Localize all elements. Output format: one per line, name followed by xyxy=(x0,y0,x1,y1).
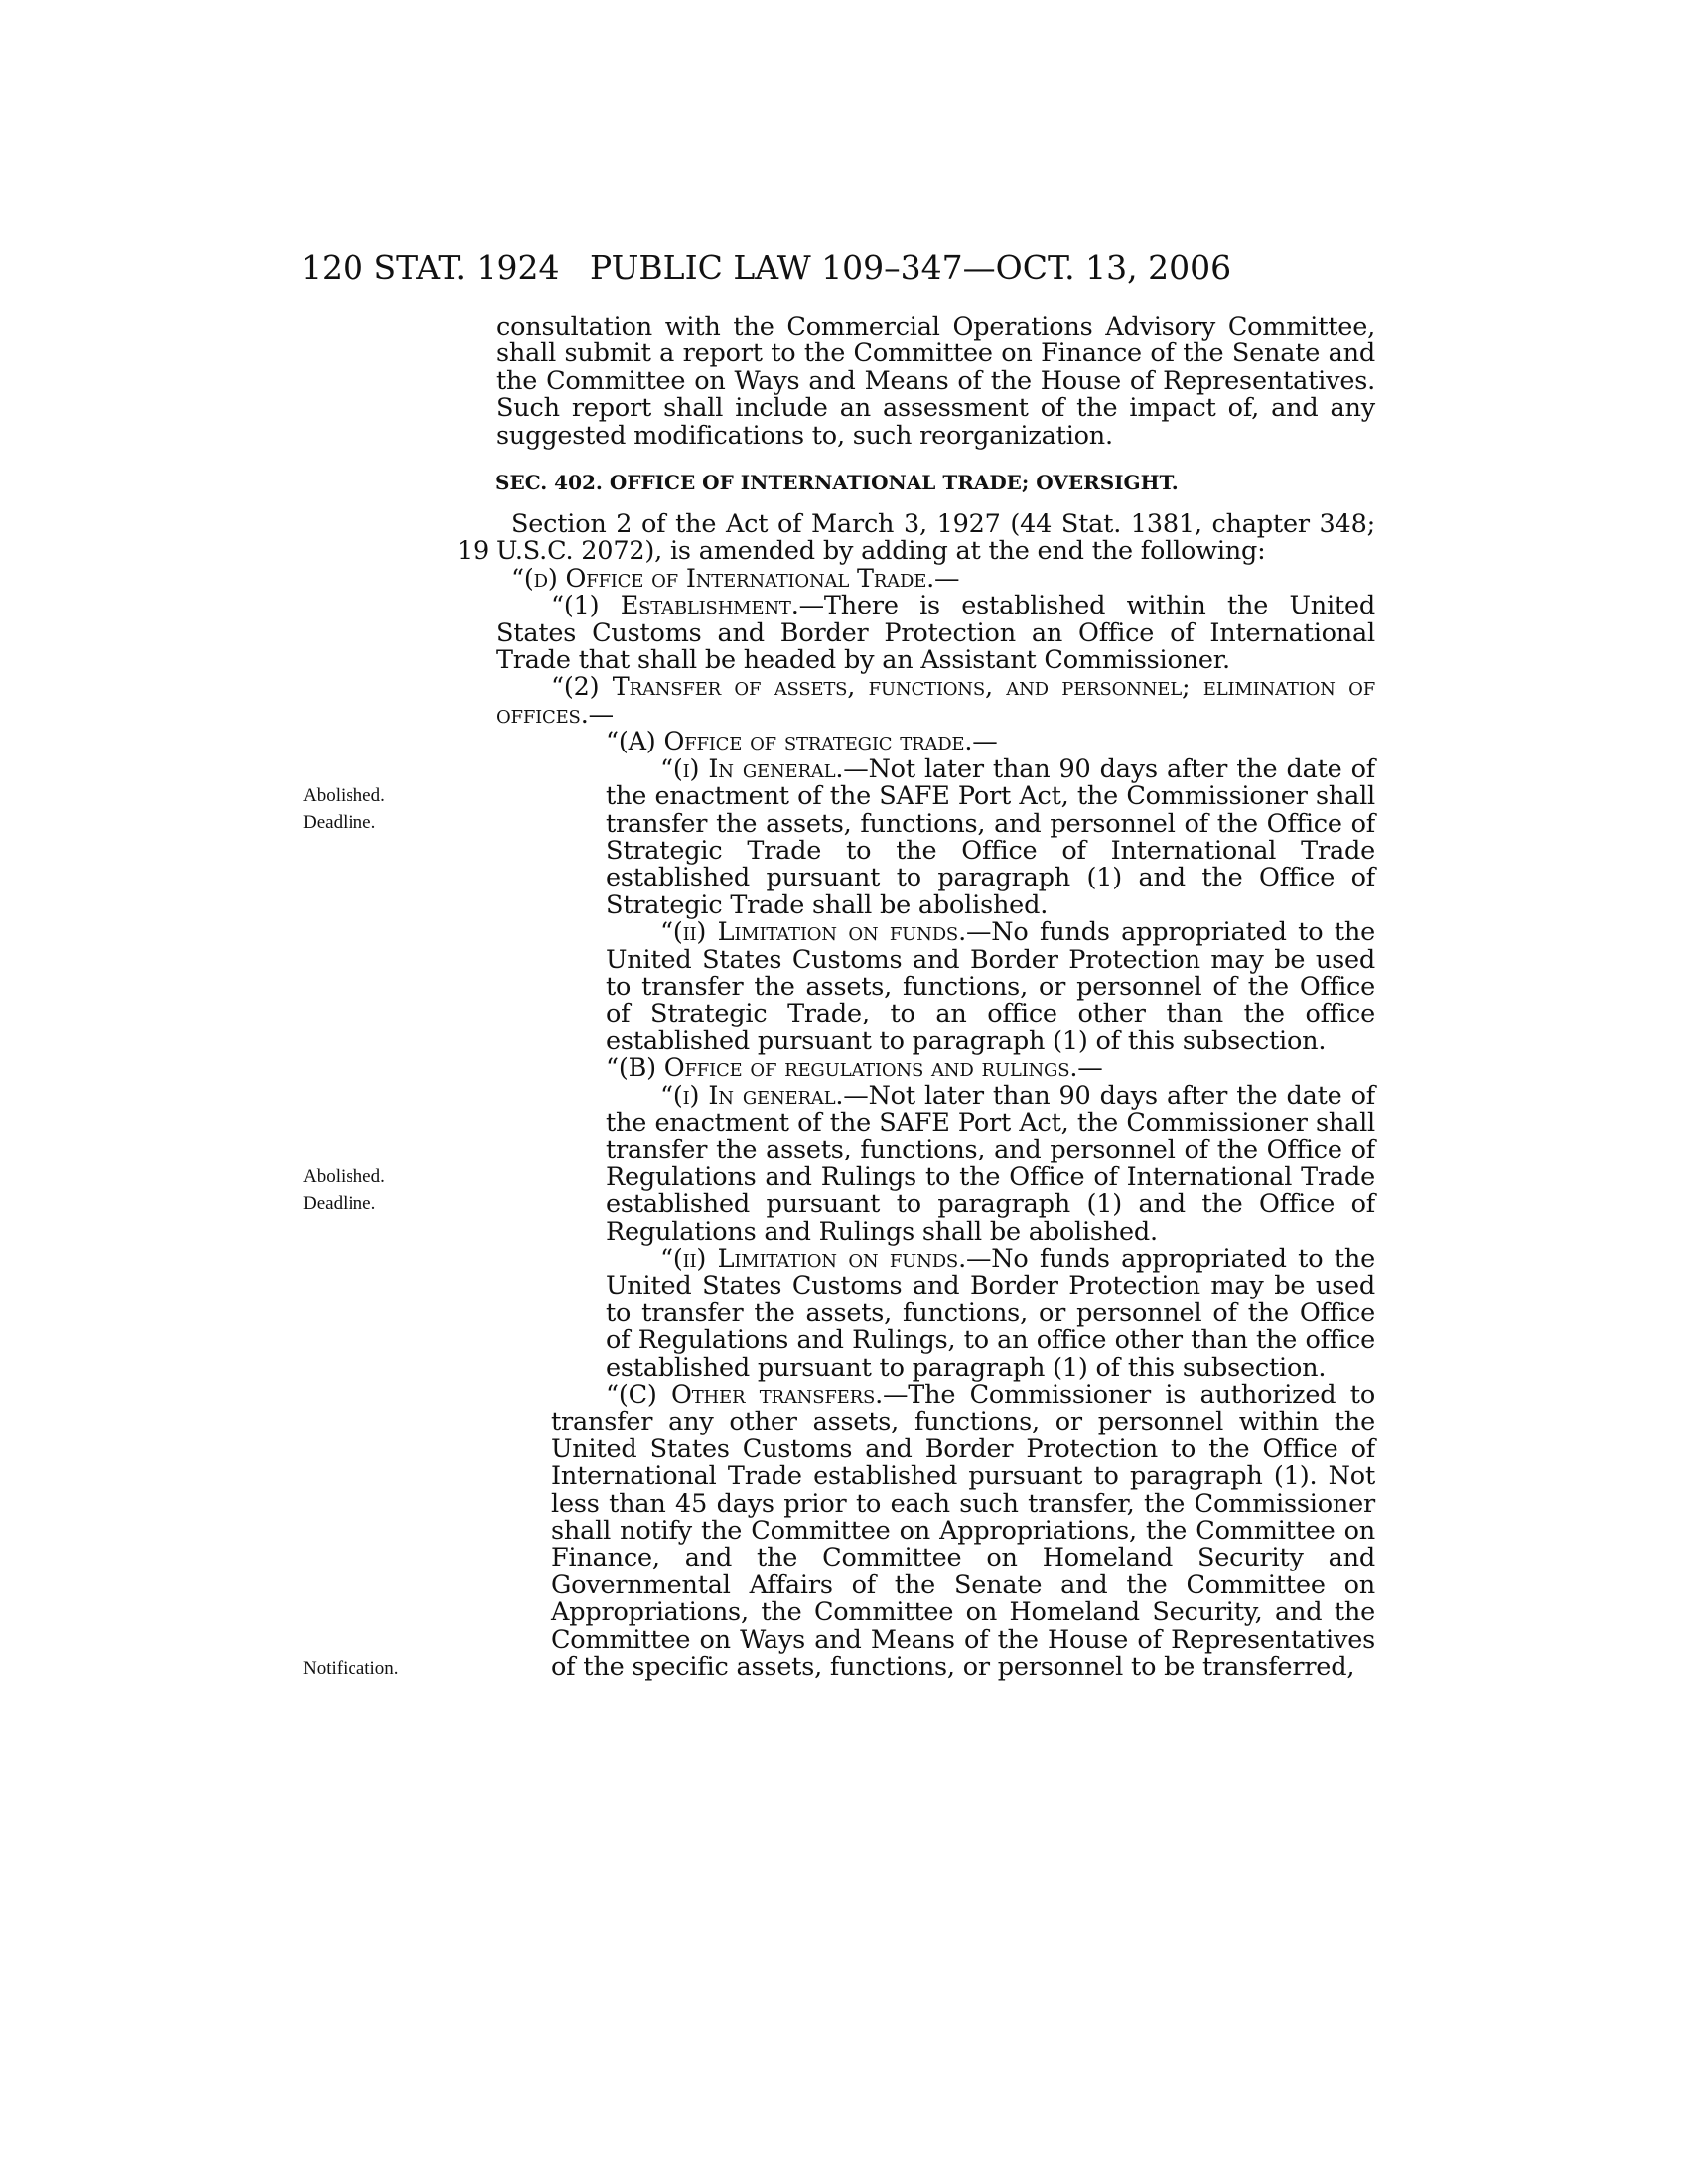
margin-note-abolished: Abolished. xyxy=(303,1166,385,1187)
page-running-head: PUBLIC LAW 109–347—OCT. 13, 2006 xyxy=(590,248,1232,287)
page-stat-reference: 120 STAT. 1924 xyxy=(301,248,560,287)
subparagraph-a-heading: “(A) Office of strategic trade.— xyxy=(606,727,998,757)
clause-a-i-label: “(i) In general. xyxy=(660,753,844,784)
clause-a-ii-label: “(ii) Limitation on funds. xyxy=(660,917,966,948)
paragraph-2-heading: “(2) Transfer of assets, functions, and personnel; elimination of offices.— xyxy=(496,672,1375,730)
amendment-paragraph: Section 2 of the Act of March 3, 1927 (44 Stat. 1381, chapter 348; 19 U.S.C. 2072), is amended by adding at the end the following: xyxy=(457,509,1375,567)
clause-b-i-label: “(i) In general. xyxy=(660,1080,844,1111)
clause-b-ii-label: “(ii) Limitation on funds. xyxy=(660,1244,966,1274)
clause-a-ii-text: —No funds appropriated to the United States Customs and Border Protection may be used to transfer the assets, functions, or personnel of the Office of Strategic Trade, to an office other than the office established pursuant to paragraph (1) of this subsection. xyxy=(606,917,1375,1056)
margin-note-deadline: Deadline. xyxy=(303,812,376,833)
subparagraph-b-heading: “(B) Office of regulations and rulings.— xyxy=(606,1053,1103,1084)
subparagraph-c xyxy=(496,1382,1375,1681)
clause-a-i xyxy=(496,753,1375,920)
paragraph-1 xyxy=(496,593,1375,674)
paragraph-1-label: “(1) Establishment. xyxy=(551,591,799,621)
subparagraph-c-text: —The Commissioner is authorized to transfer any other assets, functions, or personnel within the United States Customs and Border Protection to the Office of International Trade established pursuant to paragraph (1). Not less than 45 days prior to each such transfer, the Commissioner shall notify the Committee on Appropriations, the Committee on Finance, and the Committee on Homeland Security and Governmental Affairs of the Senate and the Committee on Appropriations, the Committee on Homeland Security, and the Committee on Ways and Means of the House of Representatives of the specific assets, functions, or personnel to be transferred, xyxy=(551,1380,1376,1683)
clause-a-i-text: —Not later than 90 days after the date of the enactment of the SAFE Port Act, the Commissioner shall transfer the assets, functions, and personnel of the Office of Strategic Trade to the Office of International Trade established pursuant to paragraph (1) and the Office of Strategic Trade shall be abolished. xyxy=(606,753,1375,920)
statute-body xyxy=(457,312,1376,1683)
clause-b-ii-text: —No funds appropriated to the United States Customs and Border Protection may be used to transfer the assets, functions, or personnel of the Office of Regulations and Rulings, to an office other than the office established pursuant to paragraph (1) of this subsection. xyxy=(606,1244,1375,1383)
margin-note-deadline: Deadline. xyxy=(303,1193,376,1214)
clause-b-ii xyxy=(496,1246,1375,1382)
margin-note-notification: Notification. xyxy=(303,1658,399,1679)
subparagraph-c-label: “(C) Other transfers. xyxy=(606,1380,883,1411)
clause-b-i-text: —Not later than 90 days after the date of the enactment of the SAFE Port Act, the Commissioner shall transfer the assets, functions, and personnel of the Office of Regulations and Rulings to the Office of International Trade established pursuant to paragraph (1) and the Office of Regulations and Rulings shall be abolished. xyxy=(606,1080,1375,1247)
margin-note-abolished: Abolished. xyxy=(303,785,385,806)
intro-paragraph: consultation with the Commercial Operations Advisory Committee, shall submit a report to the Committee on Finance of the Senate and the Committee on Ways and Means of the House of Representatives. Such report shall include an assessment of the impact of, and any suggested modifications to, such reorganization. xyxy=(496,312,1375,451)
paragraph-1-text: —There is established within the United States Customs and Border Protection an Office of International Trade that shall be headed by an Assistant Commissioner. xyxy=(496,591,1375,676)
clause-b-i xyxy=(496,1080,1375,1247)
section-heading: SEC. 402. OFFICE OF INTERNATIONAL TRADE; OVERSIGHT. xyxy=(495,471,1179,495)
clause-a-ii xyxy=(496,919,1375,1055)
subsection-d-heading: “(d) Office of International Trade.— xyxy=(511,563,960,594)
